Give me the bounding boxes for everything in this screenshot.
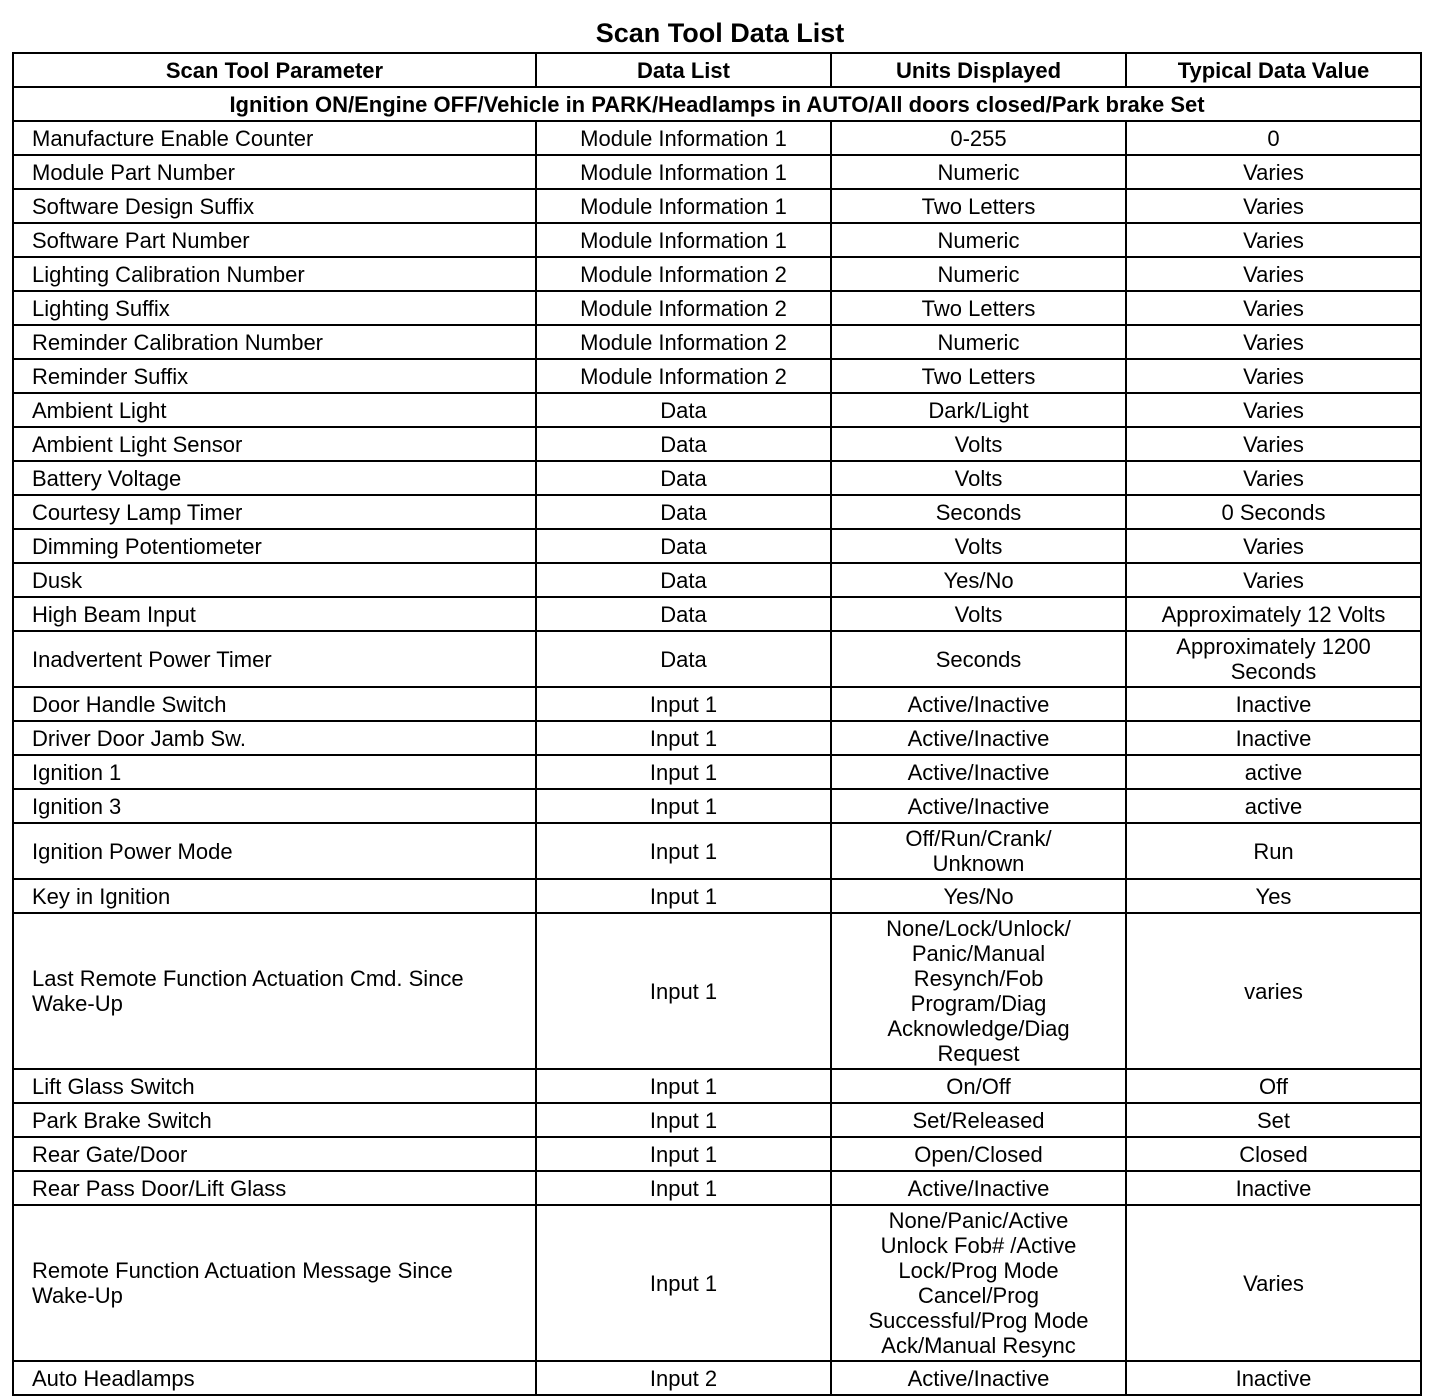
table-row xyxy=(13,529,1421,563)
units-cell: Numeric xyxy=(831,223,1126,257)
data-list-cell: Module Information 2 xyxy=(536,325,831,359)
table-row xyxy=(13,189,1421,223)
table-row xyxy=(13,495,1421,529)
table-row xyxy=(13,393,1421,427)
data-list-cell: Input 1 xyxy=(536,687,831,721)
typical-value-cell: Inactive xyxy=(1126,721,1421,755)
units-cell: Off/Run/Crank/ Unknown xyxy=(831,823,1126,879)
table-row xyxy=(13,223,1421,257)
table-row xyxy=(13,1205,1421,1361)
parameter-cell: Park Brake Switch xyxy=(13,1103,536,1137)
table-row xyxy=(13,755,1421,789)
table-row xyxy=(13,325,1421,359)
typical-value-cell: Varies xyxy=(1126,257,1421,291)
typical-value-cell: Varies xyxy=(1126,325,1421,359)
typical-value-cell: Inactive xyxy=(1126,1171,1421,1205)
units-cell: Active/Inactive xyxy=(831,755,1126,789)
data-list-cell: Input 1 xyxy=(536,823,831,879)
units-cell: Active/Inactive xyxy=(831,1361,1126,1395)
parameter-cell: Last Remote Function Actuation Cmd. Since Wake-Up xyxy=(13,913,536,1069)
typical-value-cell: Varies xyxy=(1126,155,1421,189)
units-cell: On/Off xyxy=(831,1069,1126,1103)
data-list-cell: Data xyxy=(536,495,831,529)
header-units: Units Displayed xyxy=(831,53,1126,87)
parameter-cell: Rear Gate/Door xyxy=(13,1137,536,1171)
typical-value-cell: Varies xyxy=(1126,529,1421,563)
data-list-cell: Input 1 xyxy=(536,1069,831,1103)
data-list-cell: Input 1 xyxy=(536,1205,831,1361)
units-cell: Two Letters xyxy=(831,359,1126,393)
typical-value-cell: 0 xyxy=(1126,121,1421,155)
parameter-cell: Dusk xyxy=(13,563,536,597)
parameter-cell: Dimming Potentiometer xyxy=(13,529,536,563)
typical-value-cell: Varies xyxy=(1126,461,1421,495)
data-list-cell: Module Information 1 xyxy=(536,189,831,223)
typical-value-cell: Approximately 12 Volts xyxy=(1126,597,1421,631)
table-row xyxy=(13,121,1421,155)
parameter-cell: Ignition Power Mode xyxy=(13,823,536,879)
data-list-cell: Data xyxy=(536,631,831,687)
units-cell: Numeric xyxy=(831,257,1126,291)
parameter-cell: Courtesy Lamp Timer xyxy=(13,495,536,529)
data-list-cell: Module Information 2 xyxy=(536,359,831,393)
typical-value-cell: 0 Seconds xyxy=(1126,495,1421,529)
units-cell: Set/Released xyxy=(831,1103,1126,1137)
units-cell: Seconds xyxy=(831,631,1126,687)
units-cell: Volts xyxy=(831,427,1126,461)
table-row xyxy=(13,1069,1421,1103)
parameter-cell: Auto Headlamps xyxy=(13,1361,536,1395)
typical-value-cell: active xyxy=(1126,755,1421,789)
table-row xyxy=(13,879,1421,913)
units-cell: Active/Inactive xyxy=(831,687,1126,721)
parameter-cell: Rear Pass Door/Lift Glass xyxy=(13,1171,536,1205)
data-list-cell: Data xyxy=(536,563,831,597)
typical-value-cell: Run xyxy=(1126,823,1421,879)
units-cell: Active/Inactive xyxy=(831,1171,1126,1205)
parameter-cell: Reminder Calibration Number xyxy=(13,325,536,359)
table-row xyxy=(13,427,1421,461)
units-cell: Numeric xyxy=(831,325,1126,359)
data-list-cell: Module Information 1 xyxy=(536,155,831,189)
typical-value-cell: Varies xyxy=(1126,1205,1421,1361)
parameter-cell: Lift Glass Switch xyxy=(13,1069,536,1103)
typical-value-cell: Varies xyxy=(1126,223,1421,257)
typical-value-cell: Varies xyxy=(1126,189,1421,223)
data-list-cell: Data xyxy=(536,427,831,461)
parameter-cell: Inadvertent Power Timer xyxy=(13,631,536,687)
parameter-cell: Battery Voltage xyxy=(13,461,536,495)
page-title: Scan Tool Data List xyxy=(595,18,845,48)
typical-value-cell: Varies xyxy=(1126,291,1421,325)
data-list-cell: Input 2 xyxy=(536,1361,831,1395)
typical-value-cell: Closed xyxy=(1126,1137,1421,1171)
data-list-cell: Module Information 2 xyxy=(536,291,831,325)
table-row xyxy=(13,1103,1421,1137)
units-cell: 0-255 xyxy=(831,121,1126,155)
units-cell: Seconds xyxy=(831,495,1126,529)
table-row xyxy=(13,1361,1421,1395)
parameter-cell: Ambient Light xyxy=(13,393,536,427)
typical-value-cell: Off xyxy=(1126,1069,1421,1103)
table-row xyxy=(13,291,1421,325)
data-list-cell: Module Information 1 xyxy=(536,121,831,155)
units-cell: Two Letters xyxy=(831,189,1126,223)
units-cell: Volts xyxy=(831,461,1126,495)
data-list-cell: Input 1 xyxy=(536,721,831,755)
parameter-cell: Reminder Suffix xyxy=(13,359,536,393)
data-list-cell: Data xyxy=(536,393,831,427)
header-row xyxy=(13,53,1421,87)
table-row xyxy=(13,597,1421,631)
data-list-cell: Input 1 xyxy=(536,1137,831,1171)
parameter-cell: Ambient Light Sensor xyxy=(13,427,536,461)
typical-value-cell: Inactive xyxy=(1126,687,1421,721)
typical-value-cell: Varies xyxy=(1126,427,1421,461)
parameter-cell: Ignition 1 xyxy=(13,755,536,789)
typical-value-cell: Approximately 1200 Seconds xyxy=(1126,631,1421,687)
parameter-cell: Driver Door Jamb Sw. xyxy=(13,721,536,755)
parameter-cell: Lighting Suffix xyxy=(13,291,536,325)
typical-value-cell: Varies xyxy=(1126,393,1421,427)
units-cell: Dark/Light xyxy=(831,393,1126,427)
table-row xyxy=(13,789,1421,823)
data-list-cell: Input 1 xyxy=(536,913,831,1069)
parameter-cell: Remote Function Actuation Message Since Wake-Up xyxy=(13,1205,536,1361)
data-list-cell: Data xyxy=(536,597,831,631)
parameter-cell: Software Design Suffix xyxy=(13,189,536,223)
header-data-list: Data List xyxy=(536,53,831,87)
data-list-cell: Data xyxy=(536,529,831,563)
typical-value-cell: Varies xyxy=(1126,359,1421,393)
data-list-cell: Data xyxy=(536,461,831,495)
table-row xyxy=(13,461,1421,495)
typical-value-cell: Yes xyxy=(1126,879,1421,913)
table-row xyxy=(13,913,1421,1069)
typical-value-cell: Set xyxy=(1126,1103,1421,1137)
parameter-cell: High Beam Input xyxy=(13,597,536,631)
scan-tool-data-table xyxy=(12,52,1422,1396)
data-list-cell: Input 1 xyxy=(536,1171,831,1205)
data-list-cell: Input 1 xyxy=(536,1103,831,1137)
table-row xyxy=(13,563,1421,597)
units-cell: Volts xyxy=(831,597,1126,631)
parameter-cell: Lighting Calibration Number xyxy=(13,257,536,291)
units-cell: Two Letters xyxy=(831,291,1126,325)
section-row xyxy=(13,87,1421,121)
units-cell: None/Panic/Active Unlock Fob# /Active Lock/Prog Mode Cancel/Prog Successful/Prog Mode Ack/Manual Resync xyxy=(831,1205,1126,1361)
units-cell: Yes/No xyxy=(831,563,1126,597)
data-list-cell: Input 1 xyxy=(536,755,831,789)
table-row xyxy=(13,257,1421,291)
table-row xyxy=(13,1171,1421,1205)
header-parameter: Scan Tool Parameter xyxy=(13,53,536,87)
typical-value-cell: varies xyxy=(1126,913,1421,1069)
data-list-cell: Input 1 xyxy=(536,879,831,913)
table-row xyxy=(13,687,1421,721)
units-cell: Numeric xyxy=(831,155,1126,189)
data-list-cell: Module Information 2 xyxy=(536,257,831,291)
table-row xyxy=(13,359,1421,393)
parameter-cell: Software Part Number xyxy=(13,223,536,257)
parameter-cell: Module Part Number xyxy=(13,155,536,189)
table-row xyxy=(13,721,1421,755)
units-cell: Active/Inactive xyxy=(831,721,1126,755)
units-cell: Yes/No xyxy=(831,879,1126,913)
units-cell: Active/Inactive xyxy=(831,789,1126,823)
parameter-cell: Door Handle Switch xyxy=(13,687,536,721)
typical-value-cell: Varies xyxy=(1126,563,1421,597)
table-row xyxy=(13,1137,1421,1171)
parameter-cell: Key in Ignition xyxy=(13,879,536,913)
units-cell: Open/Closed xyxy=(831,1137,1126,1171)
units-cell: None/Lock/Unlock/ Panic/Manual Resynch/Fob Program/Diag Acknowledge/Diag Request xyxy=(831,913,1126,1069)
parameter-cell: Manufacture Enable Counter xyxy=(13,121,536,155)
table-row xyxy=(13,155,1421,189)
data-list-cell: Module Information 1 xyxy=(536,223,831,257)
typical-value-cell: active xyxy=(1126,789,1421,823)
table-row xyxy=(13,823,1421,879)
section-condition: Ignition ON/Engine OFF/Vehicle in PARK/Headlamps in AUTO/All doors closed/Park brake Set xyxy=(13,87,1421,121)
header-typical-value: Typical Data Value xyxy=(1126,53,1421,87)
table-row xyxy=(13,631,1421,687)
parameter-cell: Ignition 3 xyxy=(13,789,536,823)
units-cell: Volts xyxy=(831,529,1126,563)
typical-value-cell: Inactive xyxy=(1126,1361,1421,1395)
data-list-cell: Input 1 xyxy=(536,789,831,823)
